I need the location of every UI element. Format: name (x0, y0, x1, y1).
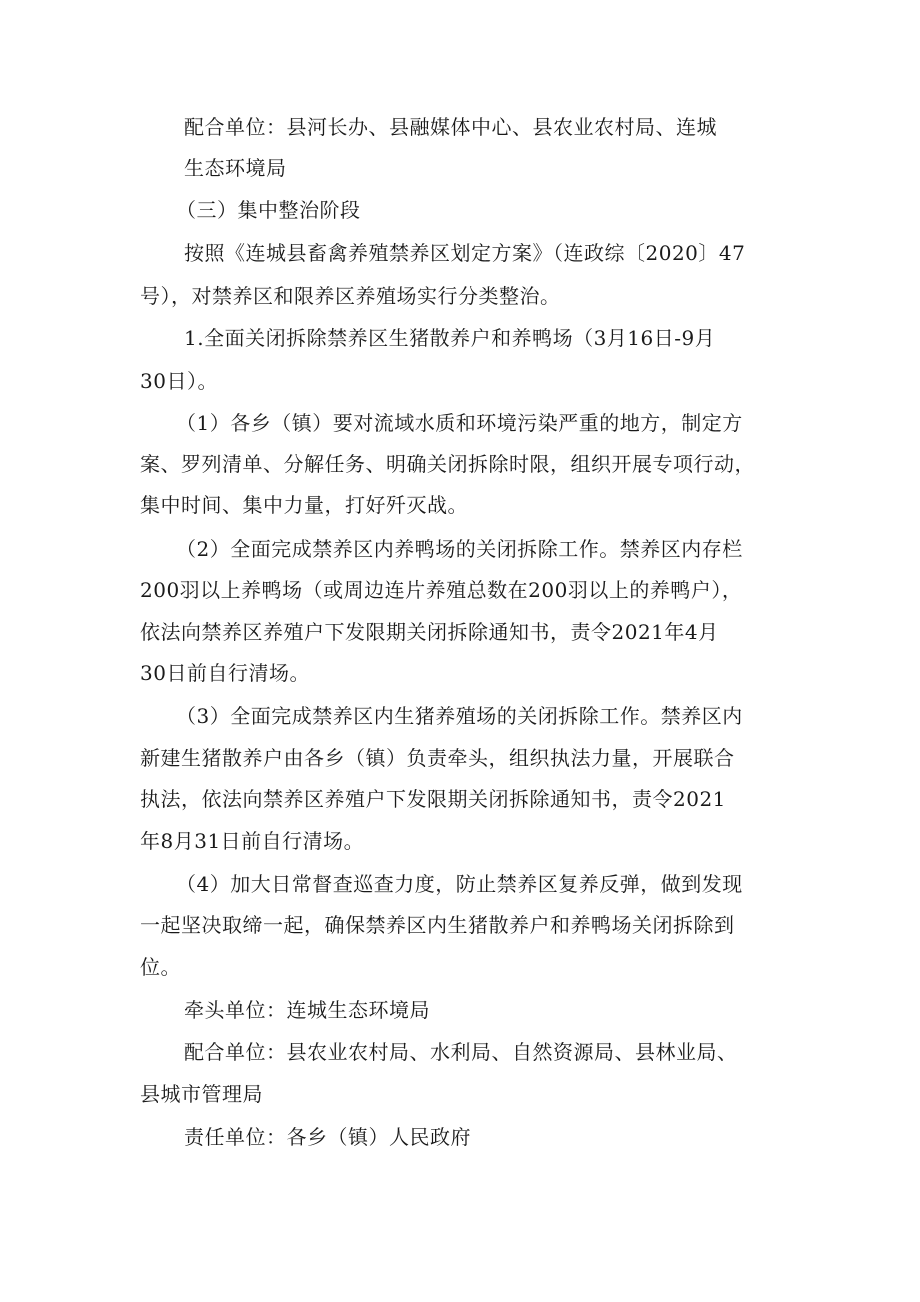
text-line: 200羽以上养鸭场（或周边连片养殖总数在200羽以上的养鸭户）， (140, 578, 743, 602)
text-line: （1）各乡（镇）要对流域水质和环境污染严重的地方，制定方 (176, 411, 743, 435)
text-line: 一起坚决取缔一起，确保禁养区内生猪散养户和养鸭场关闭拆除到 (140, 913, 735, 937)
text-line: 30日前自行清场。 (140, 661, 310, 685)
text-line: 配合单位：县河长办、县融媒体中心、县农业农村局、连城 (184, 115, 717, 139)
text-line: 执法，依法向禁养区养殖户下发限期关闭拆除通知书，责令2021 (140, 787, 726, 811)
text-line: 号），对禁养区和限养区养殖场实行分类整治。 (140, 284, 561, 308)
text-line: 配合单位：县农业农村局、水利局、自然资源局、县林业局、 (184, 1040, 738, 1064)
text-line: 县城市管理局 (140, 1082, 263, 1106)
text-line: 案、罗列清单、分解任务、明确关闭拆除时限，组织开展专项行动， (140, 452, 755, 476)
text-line: 新建生猪散养户由各乡（镇）负责牵头，组织执法力量，开展联合 (140, 746, 735, 770)
text-line: 年8月31日前自行清场。 (140, 829, 365, 853)
text-line: 集中时间、集中力量，打好歼灭战。 (140, 493, 468, 517)
section-heading: （三）集中整治阶段 (176, 198, 361, 222)
text-line: （2）全面完成禁养区内养鸭场的关闭拆除工作。禁养区内存栏 (176, 537, 743, 561)
text-line: （4）加大日常督查巡查力度，防止禁养区复养反弹，做到发现 (176, 872, 743, 896)
text-line: 生态环境局 (184, 156, 287, 180)
text-line: 牵头单位：连城生态环境局 (184, 998, 430, 1022)
text-line: 按照《连城县畜禽养殖禁养区划定方案》（连政综〔2020〕47 (184, 241, 746, 265)
text-line: 责任单位：各乡（镇）人民政府 (184, 1125, 471, 1149)
text-line: 30日）。 (140, 369, 218, 393)
subsection-heading: 1.全面关闭拆除禁养区生猪散养户和养鸭场（3月16日-9月 (184, 326, 716, 350)
text-line: 位。 (140, 955, 181, 979)
text-line: （3）全面完成禁养区内生猪养殖场的关闭拆除工作。禁养区内 (176, 704, 743, 728)
text-line: 依法向禁养区养殖户下发限期关闭拆除通知书，责令2021年4月 (140, 620, 719, 644)
